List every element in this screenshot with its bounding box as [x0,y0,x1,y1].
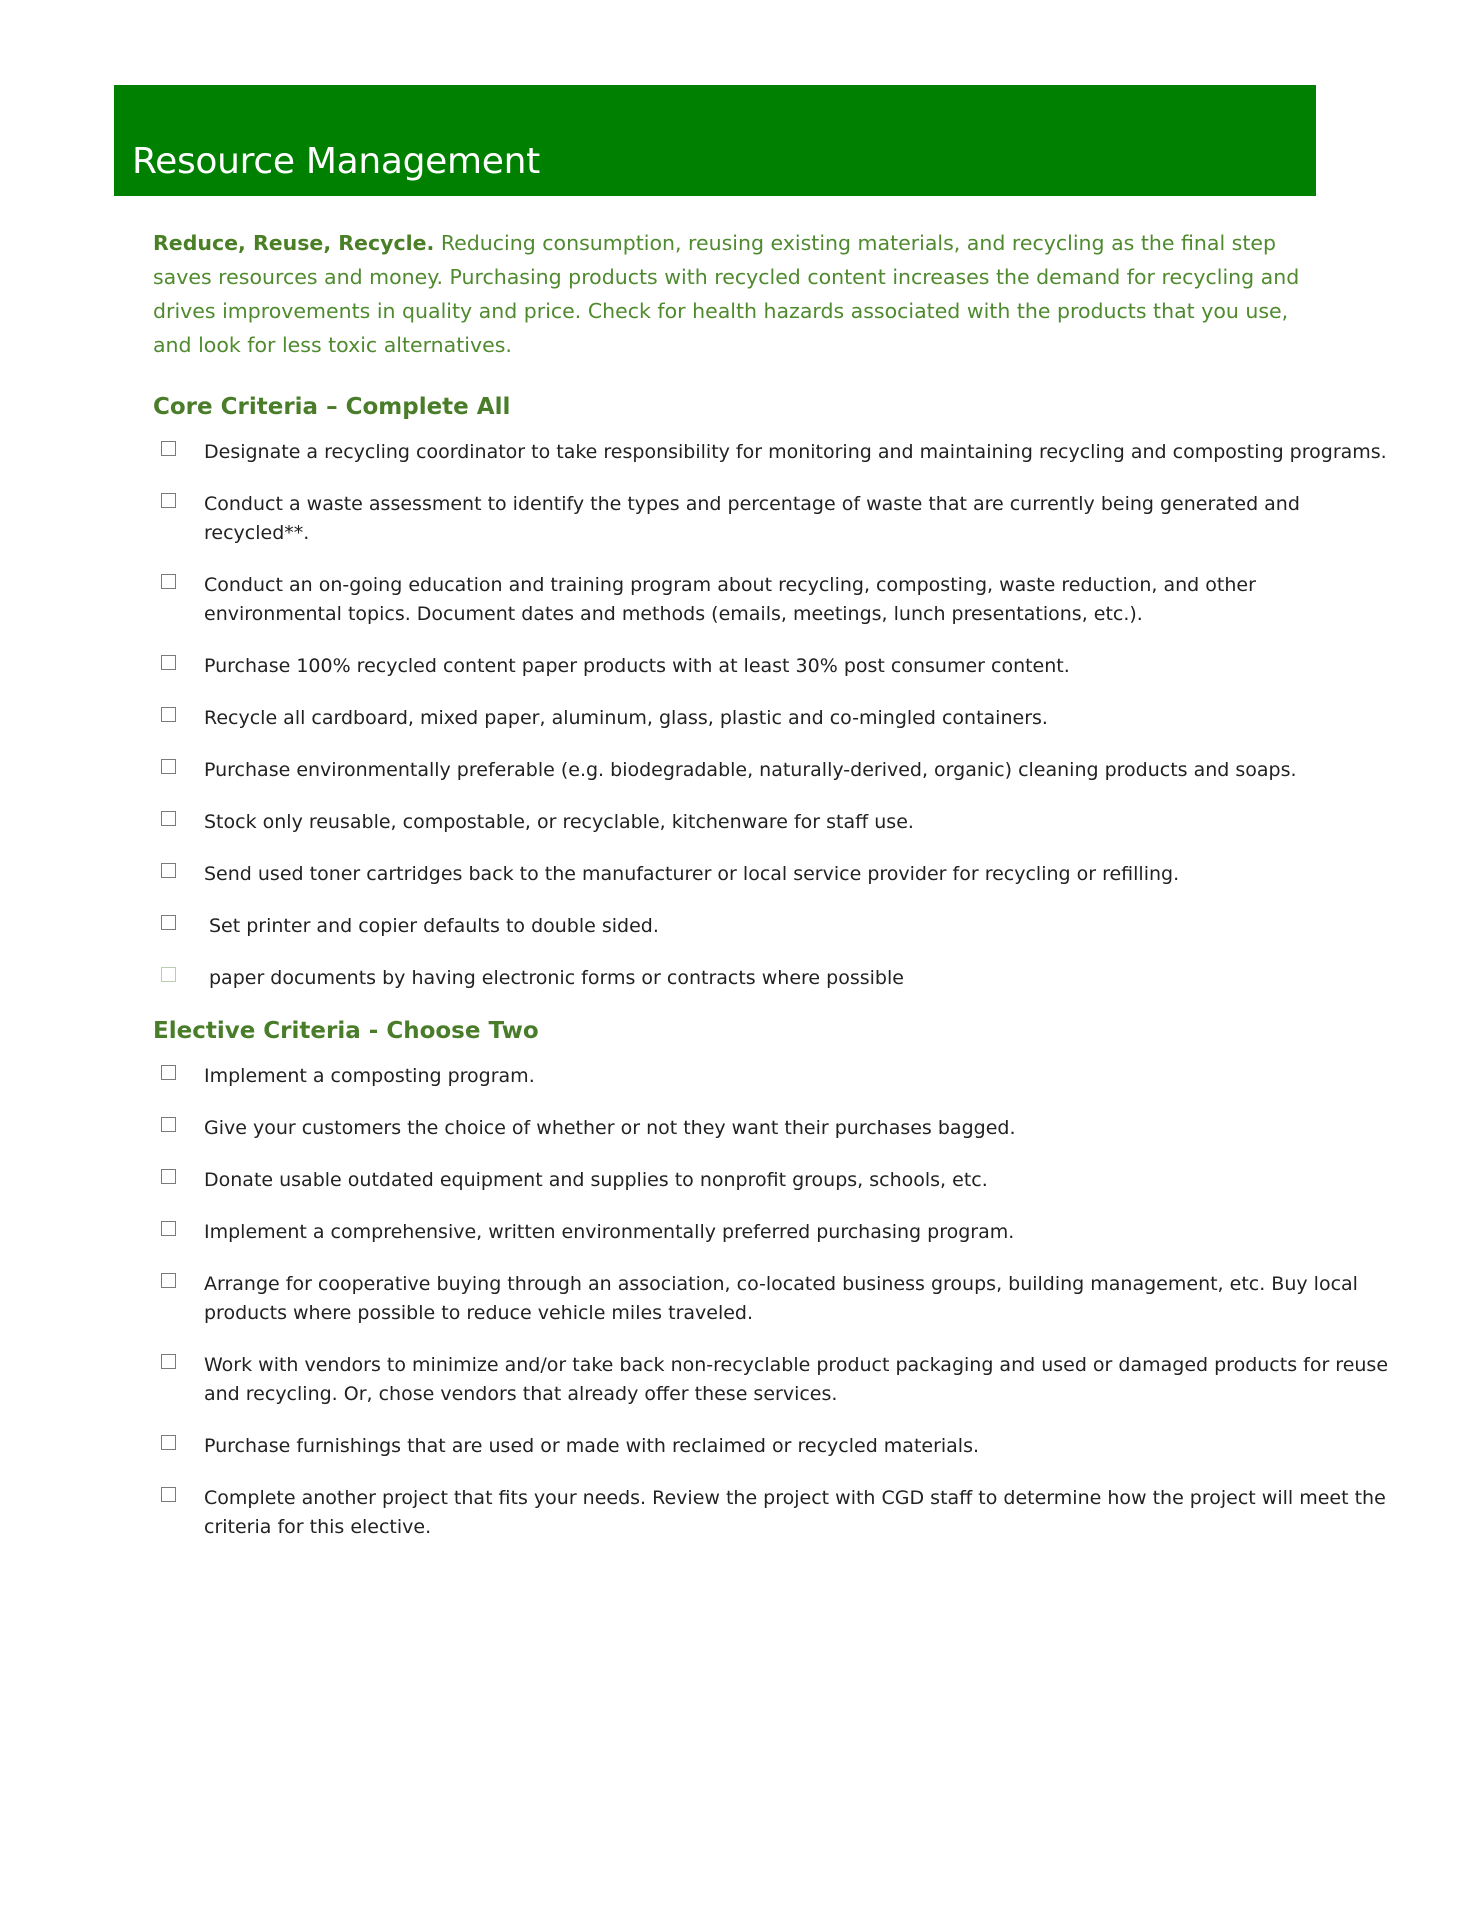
checkbox-icon[interactable] [161,1169,176,1184]
criteria-text: Give your customers the choice of whether or not they want their purchases bagged. [204,1117,1016,1139]
checkbox-icon[interactable] [161,967,176,982]
elective-criteria-heading: Elective Criteria - Choose Two [153,1018,539,1044]
criteria-text: Complete another project that fits your needs. Review the project with CGD staff to determine how the project will meet the criteria for this elective. [204,1487,1386,1538]
criteria-text: Work with vendors to minimize and/or take back non-recyclable product packaging and used or damaged products for reuse and recycling. Or, chose vendors that already offer these services. [204,1354,1389,1405]
checkbox-icon[interactable] [161,915,176,930]
criteria-text: Designate a recycling coordinator to take responsibility for monitoring and maintaining recycling and composting programs. [204,441,1387,463]
checkbox-icon[interactable] [161,441,176,456]
checkbox-icon[interactable] [161,493,176,508]
elective-criteria-item [153,1270,1394,1328]
core-criteria-item [153,490,1394,548]
checkbox-icon[interactable] [161,1354,176,1369]
core-criteria-item [153,652,1394,681]
core-criteria-item [153,571,1394,629]
page-title: Resource Management [132,141,540,182]
intro-paragraph [153,226,1328,362]
checkbox-icon[interactable] [161,1221,176,1236]
elective-criteria-list [153,1062,1389,1542]
elective-criteria-item [153,1432,1394,1461]
criteria-text: Set printer and copier defaults to double sided. [209,915,659,937]
criteria-text: Purchase 100% recycled content paper products with at least 30% post consumer content. [204,655,1070,677]
criteria-text: paper documents by having electronic forms or contracts where possible [209,967,904,989]
criteria-text: Arrange for cooperative buying through an association, co-located business groups, building management, etc. Buy local products where possible to reduce vehicle miles traveled. [204,1273,1358,1324]
criteria-text: Conduct an on-going education and training program about recycling, composting, waste reduction, and other environmental topics. Document dates and methods (emails, meetings, lunch presentations, etc.). [204,574,1256,625]
checkbox-icon[interactable] [161,811,176,826]
checkbox-icon[interactable] [161,1487,176,1502]
criteria-text: Implement a comprehensive, written environmentally preferred purchasing program. [204,1221,1015,1243]
core-criteria-item [153,704,1394,733]
core-criteria-item [153,860,1394,889]
elective-criteria-item [153,1114,1394,1143]
core-criteria-item [153,808,1394,837]
elective-criteria-item [153,1484,1394,1542]
checkbox-icon[interactable] [161,574,176,589]
checkbox-icon[interactable] [161,1117,176,1132]
elective-criteria-item [153,1166,1394,1195]
checkbox-icon[interactable] [161,759,176,774]
criteria-text: Send used toner cartridges back to the manufacturer or local service provider for recycling or refilling. [204,863,1180,885]
core-criteria-item [153,964,1394,993]
criteria-text: Implement a composting program. [204,1065,535,1087]
core-criteria-item [153,912,1394,941]
criteria-text: Recycle all cardboard, mixed paper, aluminum, glass, plastic and co-mingled containers. [204,707,1048,729]
checkbox-icon[interactable] [161,1273,176,1288]
elective-criteria-item [153,1351,1394,1409]
elective-criteria-item [153,1218,1394,1247]
criteria-text: Donate usable outdated equipment and supplies to nonprofit groups, schools, etc. [204,1169,988,1191]
checkbox-icon[interactable] [161,1065,176,1080]
criteria-text: Purchase furnishings that are used or made with reclaimed or recycled materials. [204,1435,980,1457]
checkbox-icon[interactable] [161,863,176,878]
document-content [153,226,1389,1565]
core-criteria-item [153,756,1394,785]
intro-body: Reducing consumption, reusing existing materials, and recycling as the final step saves resources and money. Purchasing products with recycled content increases the demand for recycling and drives improvements in quality and price. Check for health hazards associated with the products that you use, and look for less toxic alternatives. [153,231,1300,357]
intro-lead: Reduce, Reuse, Recycle. [153,231,435,255]
criteria-text: Stock only reusable, compostable, or recyclable, kitchenware for staff use. [204,811,914,833]
elective-criteria-item [153,1062,1394,1091]
checkbox-icon[interactable] [161,655,176,670]
header-band [114,85,1316,196]
core-criteria-item [153,438,1394,467]
criteria-text: Purchase environmentally preferable (e.g. biodegradable, naturally-derived, organic) cleaning products and soaps. [204,759,1297,781]
checkbox-icon[interactable] [161,1435,176,1450]
criteria-text: Conduct a waste assessment to identify the types and percentage of waste that are currently being generated and recycled**. [204,493,1300,544]
core-criteria-list [153,438,1387,993]
core-criteria-heading: Core Criteria – Complete All [153,394,511,420]
checkbox-icon[interactable] [161,707,176,722]
